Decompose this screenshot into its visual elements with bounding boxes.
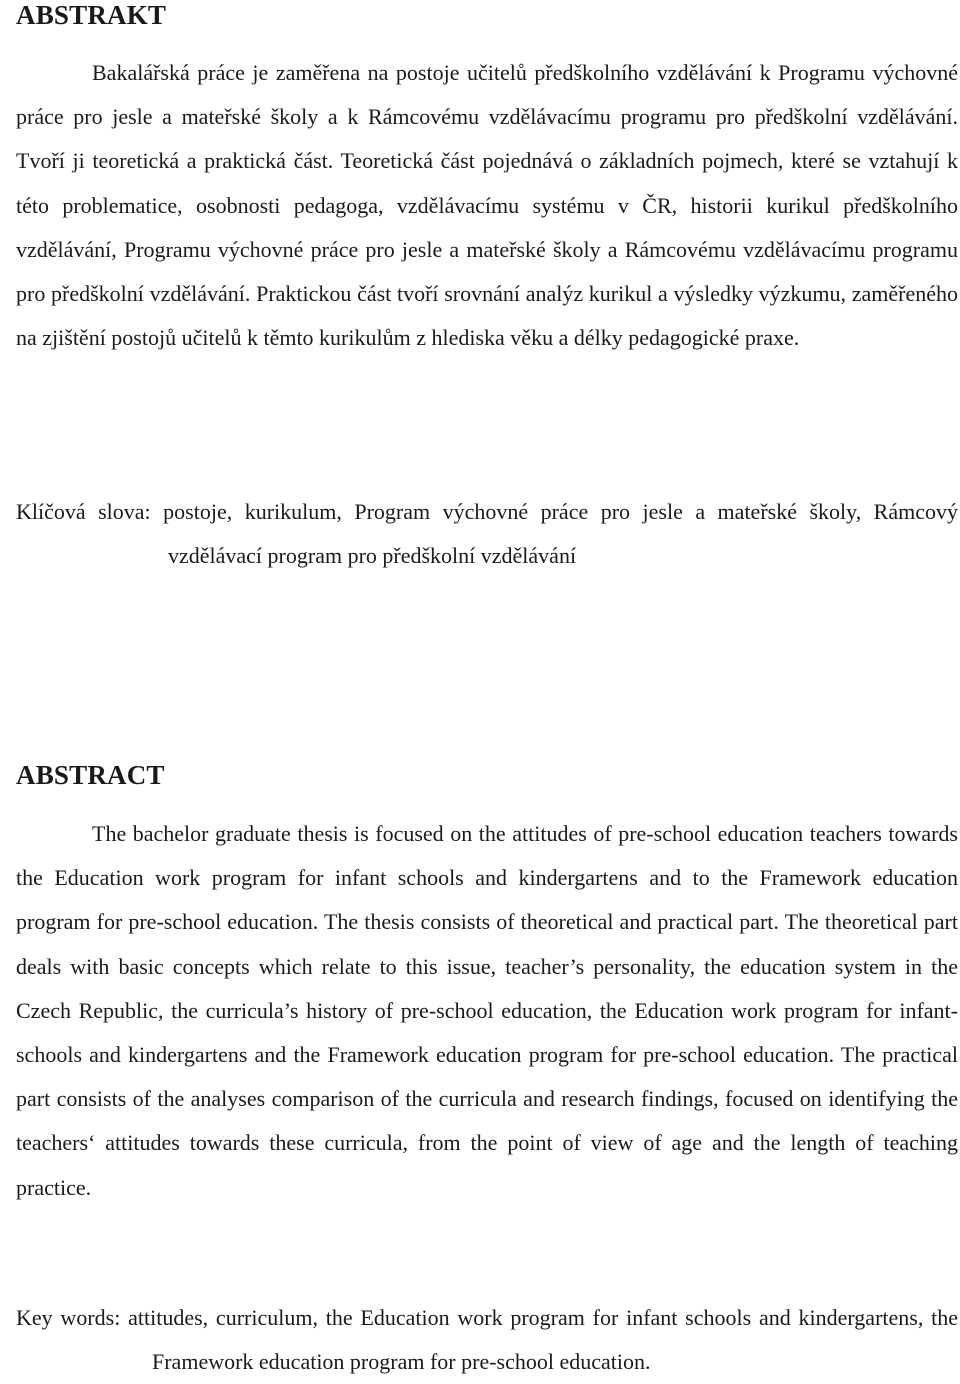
english-abstract-heading: ABSTRACT (16, 760, 165, 790)
english-keywords (16, 1296, 958, 1384)
czech-keywords-label: Klíčová slova: (16, 499, 151, 524)
english-abstract-text: The bachelor graduate thesis is focused on the attitudes of pre-school education teachers towards the Education work program for infant schools and kindergartens and to the Framework education program for pre-school education. The thesis consists of theoretical and practical part. The theoretical part deals with basic concepts which relate to this issue, teacher’s personality, the education system in the Czech Republic, the curricula’s history of pre-school education, the Education work program for infant-schools and kindergartens and the Framework education program for pre-school education. The practical part consists of the analyses comparison of the curricula and research findings, focused on identifying the teachers‘ attitudes towards these curricula, from the point of view of age and the length of teaching practice. (16, 821, 958, 1200)
czech-keywords (16, 490, 958, 578)
czech-keywords-list: postoje, kurikulum, Program výchovné práce pro jesle a mateřské školy, Rámcový vzdělávací program pro předškolní vzdělávání (163, 499, 958, 568)
czech-abstract-text: Bakalářská práce je zaměřena na postoje učitelů předškolního vzdělávání k Programu výchovné práce pro jesle a mateřské školy a k Rámcovému vzdělávacímu programu pro předškolní vzdělávání. Tvoří ji teoretická a praktická část. Teoretická část pojednává o základních pojmech, které se vztahují k této problematice, osobnosti pedagoga, vzdělávacímu systému v ČR, historii kurikul předškolního vzdělávání, Programu výchovné práce pro jesle a mateřské školy a Rámcovému vzdělávacímu programu pro předškolní vzdělávání. Praktickou část tvoří srovnání analýz kurikul a výsledky výzkumu, zaměřeného na zjištění postojů učitelů k těmto kurikulům z hlediska věku a délky pedagogické praxe. (16, 60, 958, 351)
english-keywords-label: Key words: (16, 1305, 121, 1330)
czech-abstract-heading: ABSTRAKT (16, 0, 167, 30)
english-keywords-list: attitudes, curriculum, the Education work program for infant schools and kindergartens, the Framework education program for pre-school education. (128, 1305, 958, 1374)
